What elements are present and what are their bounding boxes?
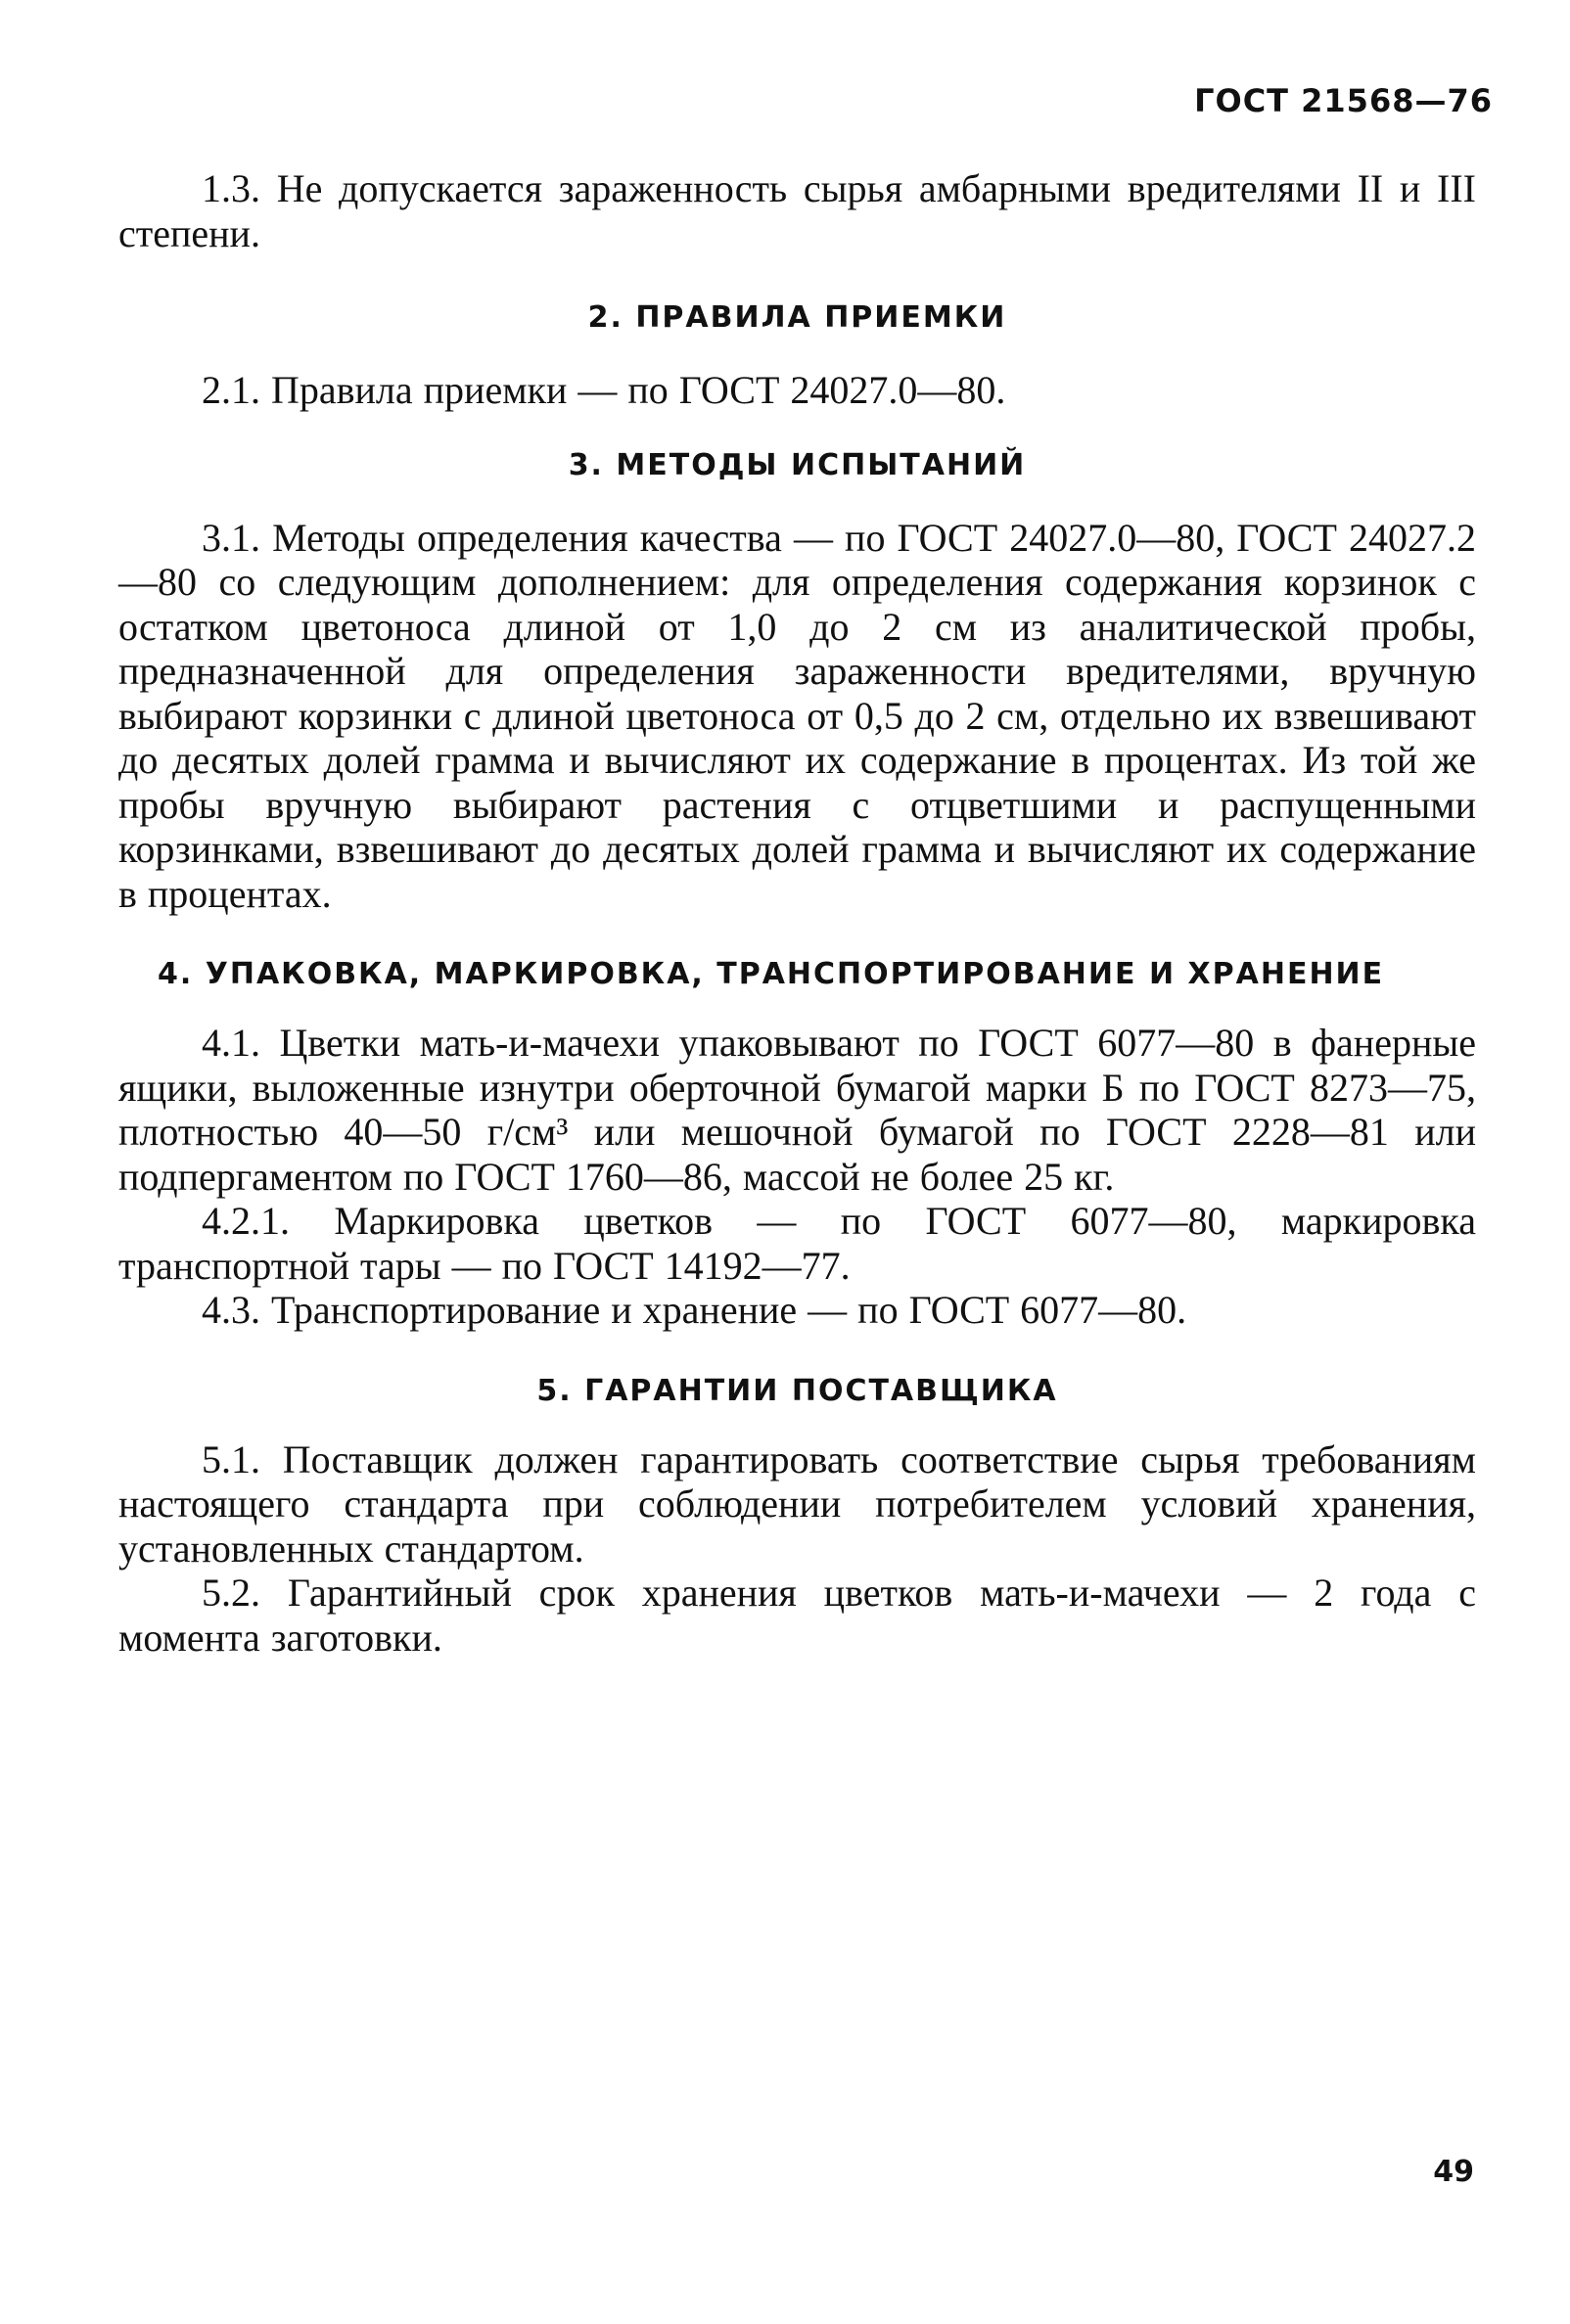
paragraph-4-3: 4.3. Транспортирование и хранение — по ГОСТ 6077—80. [202, 1288, 1187, 1332]
section-2-heading: 2. ПРАВИЛА ПРИЕМКИ [587, 300, 1007, 335]
section-4-heading: 4. УПАКОВКА, МАРКИРОВКА, ТРАНСПОРТИРОВАНИЕ И ХРАНЕНИЕ [158, 957, 1385, 991]
section-5-heading: 5. ГАРАНТИИ ПОСТАВЩИКА [536, 1373, 1058, 1408]
document-body [118, 166, 1476, 1660]
paragraph-5-2: 5.2. Гарантийный срок хранения цветков мать-и-мачехи — 2 года с момента заготовки. [118, 1571, 1476, 1660]
paragraph-3-1: 3.1. Методы определения качества — по ГОСТ 24027.0—80, ГОСТ 24027.2—80 со следующим дополнением: для определения содержания корзинок с остатком цветоноса длиной от 1,0 до 2 см из аналитической пробы, предназначенной для определения зараженности вредителями, вручную выбирают корзинки с длиной цветоноса от 0,5 до 2 см, отдельно их взвешивают до десятых долей грамма и вычисляют их содержание в процентах. Из той же пробы вручную выбирают растения с отцветшими и распущенными корзинками, взвешивают до десятых долей грамма и вычисляют их содержание в процентах. [118, 515, 1476, 916]
section-3-heading: 3. МЕТОДЫ ИСПЫТАНИЙ [568, 447, 1027, 482]
paragraph-1-3: 1.3. Не допускается зараженность сырья амбарными вредителями II и III степени. [118, 166, 1476, 255]
standard-header: ГОСТ 21568—76 [1194, 82, 1493, 119]
page-number: 49 [1433, 2155, 1474, 2189]
paragraph-2-1: 2.1. Правила приемки — по ГОСТ 24027.0—80. [202, 368, 1006, 412]
paragraph-4-2-1: 4.2.1. Маркировка цветков — по ГОСТ 6077—80, маркировка транспортной тары — по ГОСТ 14192—77. [118, 1199, 1476, 1288]
paragraph-5-1: 5.1. Поставщик должен гарантировать соответствие сырья требованиям настоящего стандарта при соблюдении потребителем условий хранения, установленных стандартом. [118, 1436, 1476, 1571]
paragraph-4-1: 4.1. Цветки мать-и-мачехи упаковывают по ГОСТ 6077—80 в фанерные ящики, выложенные изнутри оберточной бумагой марки Б по ГОСТ 8273—75, плотностью 40—50 г/см³ или мешочной бумагой по ГОСТ 2228—81 или подпергаментом по ГОСТ 1760—86, массой не более 25 кг. [118, 1021, 1476, 1199]
